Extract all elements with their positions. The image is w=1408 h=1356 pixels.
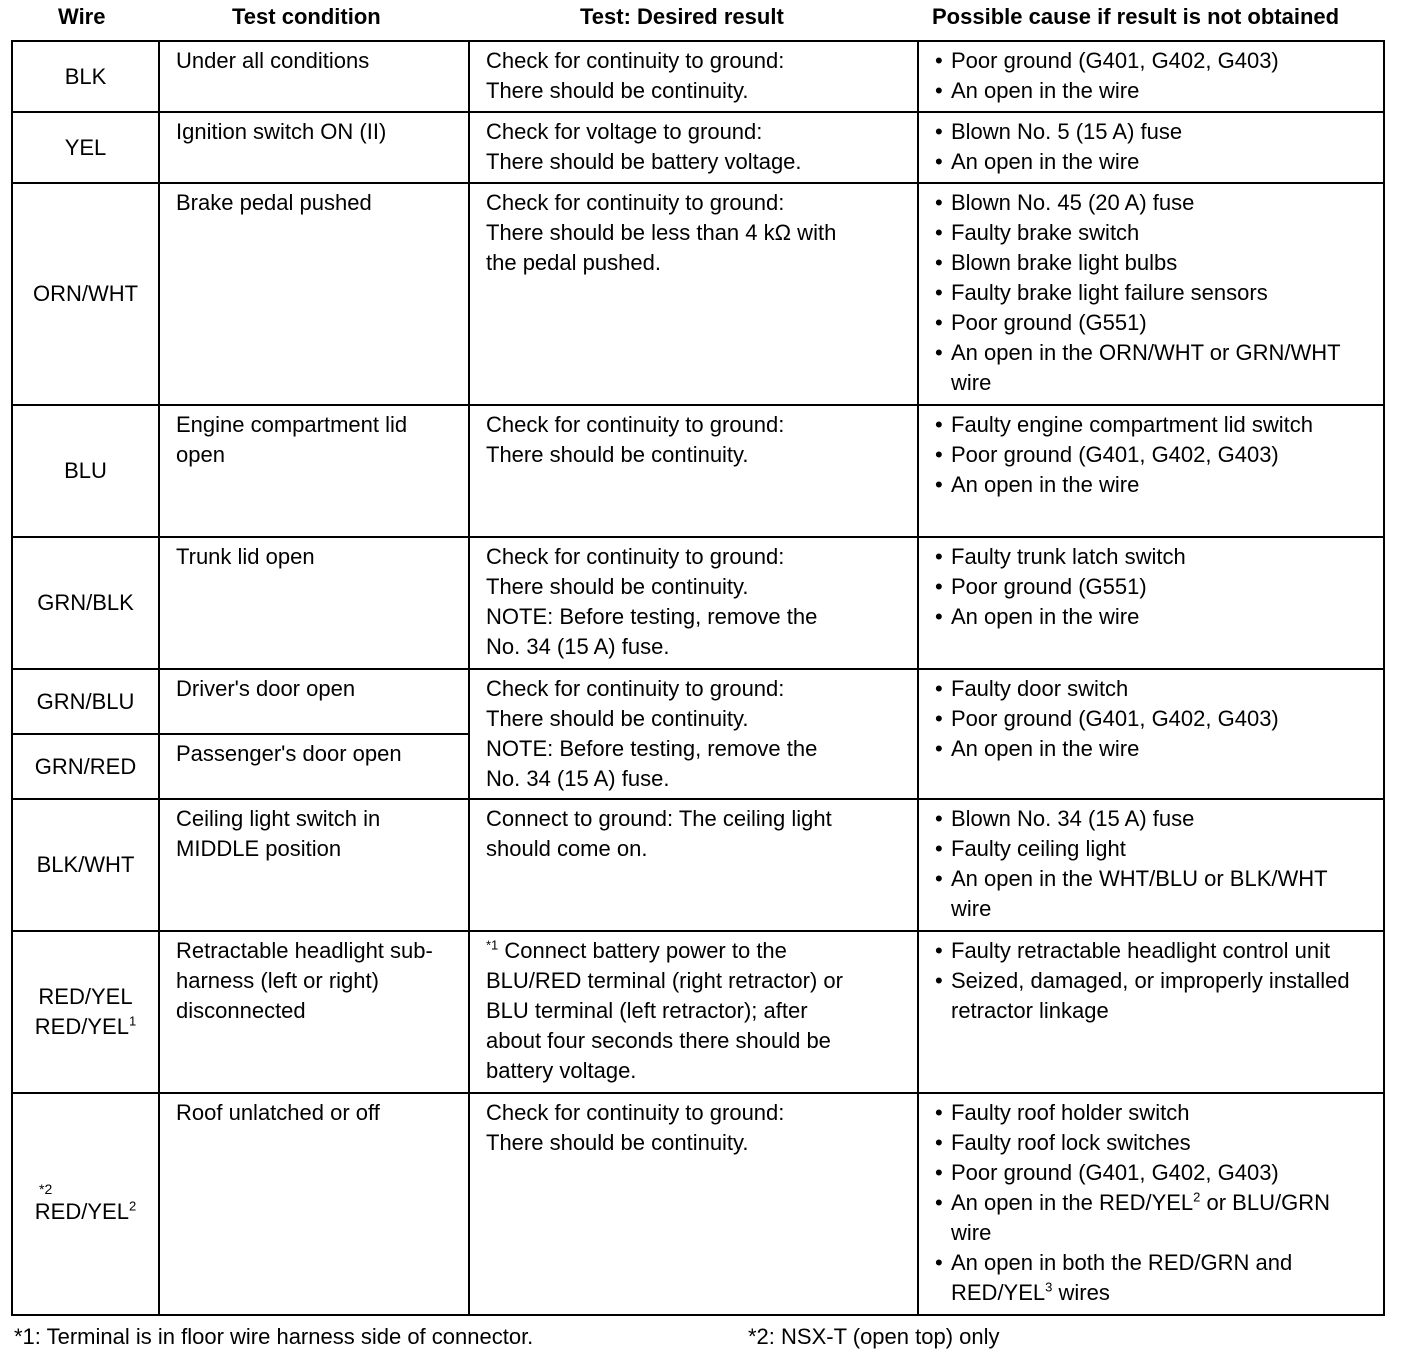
cause-item: • An open in the ORN/WHT or GRN/WHT wire xyxy=(935,338,1373,398)
result-line xyxy=(486,936,907,966)
footnote-marker: 2 xyxy=(128,1198,137,1214)
cause-item: • Blown No. 34 (15 A) fuse xyxy=(935,804,1373,834)
cause-item: • An open in the wire xyxy=(935,602,1373,632)
table-row xyxy=(12,41,1384,112)
cause-item: • An open in the wire xyxy=(935,470,1373,500)
cause-item: • Poor ground (G401, G402, G403) xyxy=(935,46,1373,76)
footnote-marker: *1 xyxy=(486,937,499,953)
cause-item: • Faulty retractable headlight control unit xyxy=(935,936,1373,966)
cause-item: • Poor ground (G401, G402, G403) xyxy=(935,440,1373,470)
wire-cell: BLK xyxy=(12,41,159,112)
result-line: should come on. xyxy=(486,836,648,861)
result-cell xyxy=(469,1093,918,1315)
result-line: There should be less than 4 kΩ with xyxy=(486,220,837,245)
result-text: Connect battery power to the xyxy=(498,938,787,963)
result-line: BLU/RED terminal (right retractor) or xyxy=(486,968,843,993)
cause-cell xyxy=(918,1093,1384,1315)
result-line: Check for continuity to ground: xyxy=(486,676,785,701)
header-desired-result: Test: Desired result xyxy=(580,4,784,29)
result-line: Check for continuity to ground: xyxy=(486,48,785,73)
cause-item: • Blown brake light bulbs xyxy=(935,248,1373,278)
result-line: Check for continuity to ground: xyxy=(486,544,785,569)
cause-item: • Poor ground (G401, G402, G403) xyxy=(935,704,1373,734)
cause-text: wires xyxy=(1052,1280,1110,1305)
cause-cell xyxy=(918,41,1384,112)
header-possible-cause: Possible cause if result is not obtained xyxy=(932,4,1340,29)
cause-item xyxy=(935,1248,1373,1308)
wire-cell xyxy=(12,931,159,1093)
result-cell xyxy=(469,405,918,537)
table-row xyxy=(12,537,1384,669)
result-line: the pedal pushed. xyxy=(486,250,661,275)
wire-label-footnoted xyxy=(17,1197,154,1227)
result-line: There should be continuity. xyxy=(486,706,749,731)
result-line: Check for continuity to ground: xyxy=(486,190,785,215)
wire-label-text: RED/YEL xyxy=(34,1014,129,1039)
cause-text: or BLU/GRN wire xyxy=(951,1190,1330,1245)
condition-cell: Under all conditions xyxy=(159,41,469,112)
footnote-marker: 2 xyxy=(1193,1189,1201,1205)
cause-item: • Faulty ceiling light xyxy=(935,834,1373,864)
result-line: There should be continuity. xyxy=(486,442,749,467)
footnote-marker: 1 xyxy=(128,1013,137,1029)
footnote-1: *1: Terminal is in floor wire harness side of connector. xyxy=(14,1324,534,1349)
header-wire: Wire xyxy=(58,4,106,29)
cause-item: • Faulty roof lock switches xyxy=(935,1128,1373,1158)
result-line: No. 34 (15 A) fuse. xyxy=(486,634,670,659)
wire-cell: YEL xyxy=(12,112,159,183)
result-cell xyxy=(469,537,918,669)
table-row xyxy=(12,183,1384,405)
condition-cell: Ignition switch ON (II) xyxy=(159,112,469,183)
condition-cell: Passenger's door open xyxy=(159,734,469,799)
footnote-marker: 3 xyxy=(1045,1279,1053,1295)
cause-cell xyxy=(918,183,1384,405)
cause-item: • Poor ground (G551) xyxy=(935,308,1373,338)
condition-cell: Trunk lid open xyxy=(159,537,469,669)
table-row xyxy=(12,1093,1384,1315)
result-line: Check for continuity to ground: xyxy=(486,1100,785,1125)
wire-label: RED/YEL xyxy=(38,984,133,1009)
condition-cell: Brake pedal pushed xyxy=(159,183,469,405)
wire-cell: BLK/WHT xyxy=(12,799,159,931)
wire-cell: GRN/RED xyxy=(12,734,159,799)
table-row xyxy=(12,931,1384,1093)
result-cell xyxy=(469,669,918,799)
table-row xyxy=(12,112,1384,183)
cause-item: • An open in the wire xyxy=(935,76,1373,106)
result-cell xyxy=(469,41,918,112)
wire-cell: BLU xyxy=(12,405,159,537)
result-line: There should be battery voltage. xyxy=(486,149,802,174)
result-cell xyxy=(469,799,918,931)
condition-cell: Roof unlatched or off xyxy=(159,1093,469,1315)
wire-cell: ORN/WHT xyxy=(12,183,159,405)
result-line: There should be continuity. xyxy=(486,574,749,599)
cause-cell xyxy=(918,931,1384,1093)
cause-text: An open in both the RED/GRN and RED/YEL xyxy=(951,1250,1293,1305)
result-line: There should be continuity. xyxy=(486,78,749,103)
cause-item: • Faulty door switch xyxy=(935,674,1373,704)
cause-item: • An open in the WHT/BLU or BLK/WHT wire xyxy=(935,864,1373,924)
result-cell xyxy=(469,112,918,183)
cause-item: • Poor ground (G551) xyxy=(935,572,1373,602)
result-cell xyxy=(469,183,918,405)
cause-item: • Seized, damaged, or improperly installed retractor linkage xyxy=(935,966,1373,1026)
cause-cell xyxy=(918,405,1384,537)
wire-cell xyxy=(12,1093,159,1315)
condition-cell: Retractable headlight sub-harness (left or right) disconnected xyxy=(159,931,469,1093)
result-line: BLU terminal (left retractor); after xyxy=(486,998,808,1023)
wire-test-table xyxy=(11,40,1385,1316)
cause-item: • Faulty brake light failure sensors xyxy=(935,278,1373,308)
result-line: battery voltage. xyxy=(486,1058,637,1083)
result-line: No. 34 (15 A) fuse. xyxy=(486,766,670,791)
cause-item: • Poor ground (G401, G402, G403) xyxy=(935,1158,1373,1188)
result-cell xyxy=(469,931,918,1093)
result-line: NOTE: Before testing, remove the xyxy=(486,736,818,761)
cause-item: • Faulty brake switch xyxy=(935,218,1373,248)
cause-item: • Faulty trunk latch switch xyxy=(935,542,1373,572)
result-line: Connect to ground: The ceiling light xyxy=(486,806,832,831)
cause-item: • Faulty engine compartment lid switch xyxy=(935,410,1373,440)
result-line: about four seconds there should be xyxy=(486,1028,831,1053)
table-row xyxy=(12,799,1384,931)
cause-cell xyxy=(918,669,1384,799)
cause-item xyxy=(935,1188,1373,1248)
header-test-condition: Test condition xyxy=(232,4,381,29)
wire-cell: GRN/BLK xyxy=(12,537,159,669)
cause-item: • An open in the wire xyxy=(935,734,1373,764)
wire-label-footnoted xyxy=(17,1012,154,1042)
cause-item: • Blown No. 45 (20 A) fuse xyxy=(935,188,1373,218)
cause-text: An open in the RED/YEL xyxy=(951,1190,1194,1215)
cause-item: • Blown No. 5 (15 A) fuse xyxy=(935,117,1373,147)
result-line: Check for continuity to ground: xyxy=(486,412,785,437)
wire-cell: GRN/BLU xyxy=(12,669,159,734)
cause-cell xyxy=(918,799,1384,931)
condition-cell: Engine compartment lid open xyxy=(159,405,469,537)
footnote-2: *2: NSX-T (open top) only xyxy=(748,1324,1000,1349)
condition-cell: Ceiling light switch in MIDDLE position xyxy=(159,799,469,931)
result-line: There should be continuity. xyxy=(486,1130,749,1155)
footnote-marker: *2 xyxy=(39,1181,53,1197)
cause-cell xyxy=(918,537,1384,669)
result-line: NOTE: Before testing, remove the xyxy=(486,604,818,629)
table-row xyxy=(12,669,1384,734)
wire-label-text: RED/YEL xyxy=(34,1199,129,1224)
cause-cell xyxy=(918,112,1384,183)
cause-item: • Faulty roof holder switch xyxy=(935,1098,1373,1128)
cause-item: • An open in the wire xyxy=(935,147,1373,177)
result-line: Check for voltage to ground: xyxy=(486,119,763,144)
condition-cell: Driver's door open xyxy=(159,669,469,734)
table-row xyxy=(12,405,1384,537)
